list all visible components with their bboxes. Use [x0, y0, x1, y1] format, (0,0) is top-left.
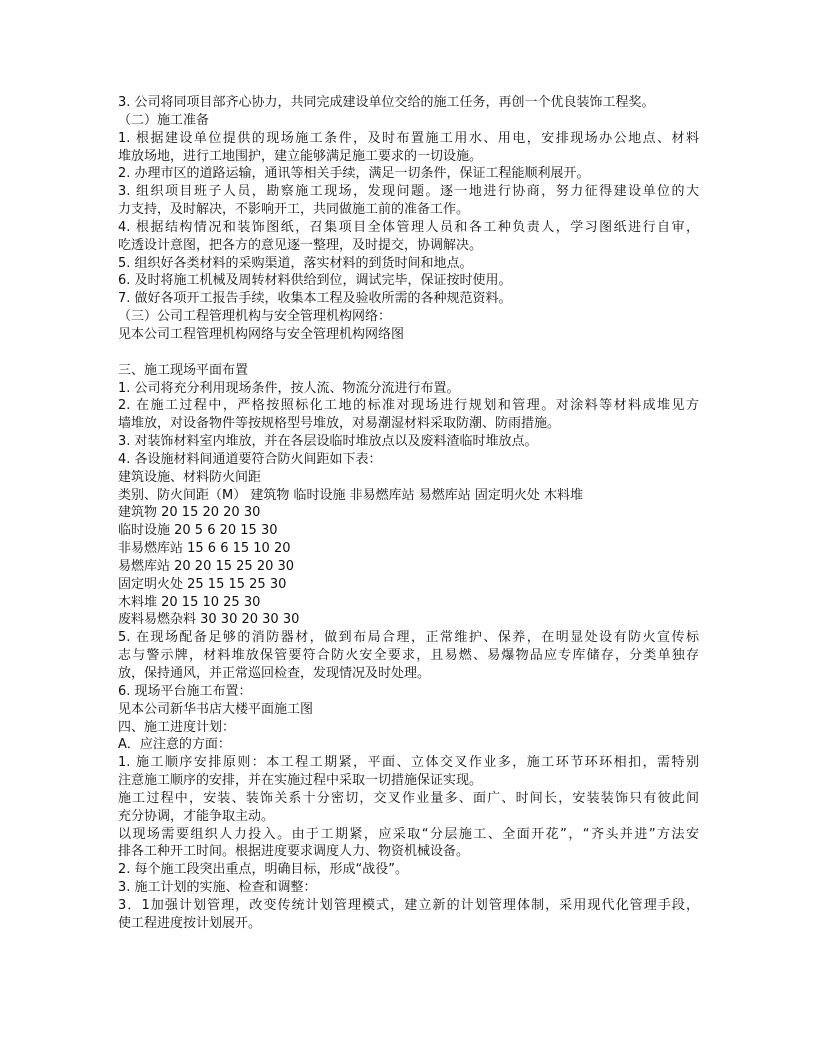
paragraph	[118, 272, 699, 290]
text-line: 4. 各设施材料间通道要符合防火间距如下表：	[118, 451, 382, 467]
text-line: 5. 在现场配备足够的消防器材，做到布局合理，正常维护、保养，在明显处设有防火宣传标	[118, 630, 699, 646]
text-line: 3. 公司将同项目部齐心协力，共同完成建设单位交给的施工任务，再创一个优良装饰工程奖。	[118, 95, 655, 110]
paragraph	[118, 308, 699, 326]
paragraph	[118, 522, 699, 540]
text-line: 固定明火处 25 15 15 25 30	[118, 576, 287, 592]
text-line: 吃透设计意图，把各方的意见逐一整理，及时提交，协调解决。	[118, 237, 483, 253]
paragraph	[118, 451, 699, 469]
text-line: 堆放场地，进行工地围护，建立能够满足施工要求的一切设施。	[118, 148, 483, 164]
text-line: 见本公司新华书店大楼平面施工图	[118, 701, 314, 717]
text-line: 志与警示牌，材料堆放保管要符合防火安全要求，且易燃、易爆物品应专库储存，分类单独存	[118, 648, 699, 664]
text-line	[118, 344, 699, 362]
text-line: 2. 每个施工段突出重点，明确目标，形成“战役”。	[118, 862, 409, 878]
text-line: 注意施工顺序的安排，并在实施过程中采取一切措施保证实现。	[118, 773, 483, 789]
text-line: 墙堆放，对设备物件等按规格型号堆放，对易潮湿材料采取防潮、防雨措施。	[118, 416, 561, 432]
paragraph	[118, 629, 699, 683]
text-line: 建筑物 20 15 20 20 30	[118, 505, 261, 521]
paragraph	[118, 701, 699, 719]
text-line: 建筑设施、材料防火间距	[118, 469, 262, 485]
text-line: 见本公司工程管理机构网络与安全管理机构网络图	[118, 326, 405, 342]
paragraph	[118, 326, 699, 344]
text-line: （二）施工准备	[118, 112, 210, 128]
paragraph	[118, 165, 699, 183]
paragraph	[118, 397, 699, 433]
text-line: 3. 组织项目班子人员，勘察施工现场，发现问题。逐一地进行协商，努力征得建设单位的大	[118, 184, 699, 200]
paragraph	[118, 861, 699, 879]
text-line: 三、施工现场平面布置	[118, 362, 249, 378]
text-line: 2. 在施工过程中，严格按照标化工地的标准对现场进行规划和管理。对涂料等材料成堆见方	[118, 398, 699, 414]
text-line: A．应注意的方面：	[118, 737, 231, 753]
text-line: 4. 根据结构情况和装饰图纸，召集项目全体管理人员和各工种负责人，学习图纸进行自审，	[118, 219, 699, 235]
text-line: 充分协调，才能争取主动。	[118, 808, 275, 824]
text-line: 临时设施 20 5 6 20 15 30	[118, 523, 278, 539]
paragraph	[118, 433, 699, 451]
paragraph	[118, 790, 699, 826]
text-line: 3．1加强计划管理，改变传统计划管理模式，建立新的计划管理体制，采用现代化管理手段，	[118, 897, 699, 913]
text-line: 2. 办理市区的道路运输，通讯等相关手续，满足一切条件，保证工程能顺利展开。	[118, 166, 590, 182]
paragraph	[118, 469, 699, 487]
paragraph	[118, 112, 699, 130]
paragraph	[118, 504, 699, 522]
text-line: 7. 做好各项开工报告手续，收集本工程及验收所需的各种规范资料。	[118, 291, 512, 307]
text-line: 3. 施工计划的实施、检查和调整：	[118, 880, 317, 896]
text-line: 6. 及时将施工机械及周转材料供给到位，调试完毕，保证按时使用。	[118, 273, 512, 289]
text-line: 放，保持通风，并正常巡回检查，发现情况及时处理。	[118, 666, 431, 681]
paragraph	[118, 183, 699, 219]
paragraph	[118, 879, 699, 897]
text-line: 1. 施工顺序安排原则：本工程工期紧，平面、立体交叉作业多，施工环节环环相扣，需特别	[118, 755, 699, 771]
text-line: 施工过程中，安装、装饰关系十分密切，交叉作业量多、面广、时间长，安装装饰只有彼此间	[118, 790, 699, 806]
text-line: 木料堆 20 15 10 25 30	[118, 594, 261, 610]
paragraph	[118, 736, 699, 754]
paragraph	[118, 487, 699, 505]
text-line: （三）公司工程管理机构与安全管理机构网络：	[118, 309, 392, 325]
paragraph	[118, 683, 699, 701]
paragraph	[118, 362, 699, 380]
text-line: 非易燃库站 15 6 6 15 10 20	[118, 541, 291, 557]
paragraph	[118, 219, 699, 255]
paragraph	[118, 558, 699, 576]
paragraph	[118, 540, 699, 558]
text-line: 1. 公司将充分利用现场条件，按人流、物流分流进行布置。	[118, 380, 460, 396]
paragraph	[118, 380, 699, 398]
document-body	[118, 94, 699, 933]
paragraph	[118, 594, 699, 612]
paragraph	[118, 754, 699, 790]
text-line: 5. 组织好各类材料的采购渠道，落实材料的到货时间和地点。	[118, 255, 473, 271]
paragraph	[118, 130, 699, 166]
text-line: 6. 现场平台施工布置：	[118, 683, 252, 699]
text-line: 3. 对装饰材料室内堆放，并在各层设临时堆放点以及废料渣临时堆放点。	[118, 434, 538, 450]
paragraph	[118, 576, 699, 594]
paragraph	[118, 255, 699, 273]
text-line: 1. 根据建设单位提供的现场施工条件，及时布置施工用水、用电，安排现场办公地点、材料	[118, 130, 699, 146]
text-line: 四、施工进度计划：	[118, 719, 236, 735]
paragraph	[118, 290, 699, 308]
paragraph	[118, 826, 699, 862]
text-line: 使工程进度按计划展开。	[118, 915, 262, 931]
text-line: 易燃库站 20 20 15 25 20 30	[118, 558, 295, 574]
text-line: 以现场需要组织人力投入。由于工期紧，应采取“分层施工、全面开花”，“齐头并进”方法安	[118, 826, 699, 842]
paragraph	[118, 611, 699, 629]
paragraph	[118, 344, 699, 362]
text-line: 类别、防火间距（M） 建筑物 临时设施 非易燃库站 易燃库站 固定明火处 木料堆	[118, 487, 584, 503]
paragraph	[118, 897, 699, 933]
paragraph	[118, 719, 699, 737]
text-line: 排各工种开工时间。根据进度要求调度人力、物资机械设备。	[118, 844, 470, 860]
text-line: 废料易燃杂料 30 30 20 30 30	[118, 612, 300, 628]
paragraph	[118, 94, 699, 112]
text-line: 力支持，及时解决，不影响开工，共同做施工前的准备工作。	[118, 202, 470, 218]
